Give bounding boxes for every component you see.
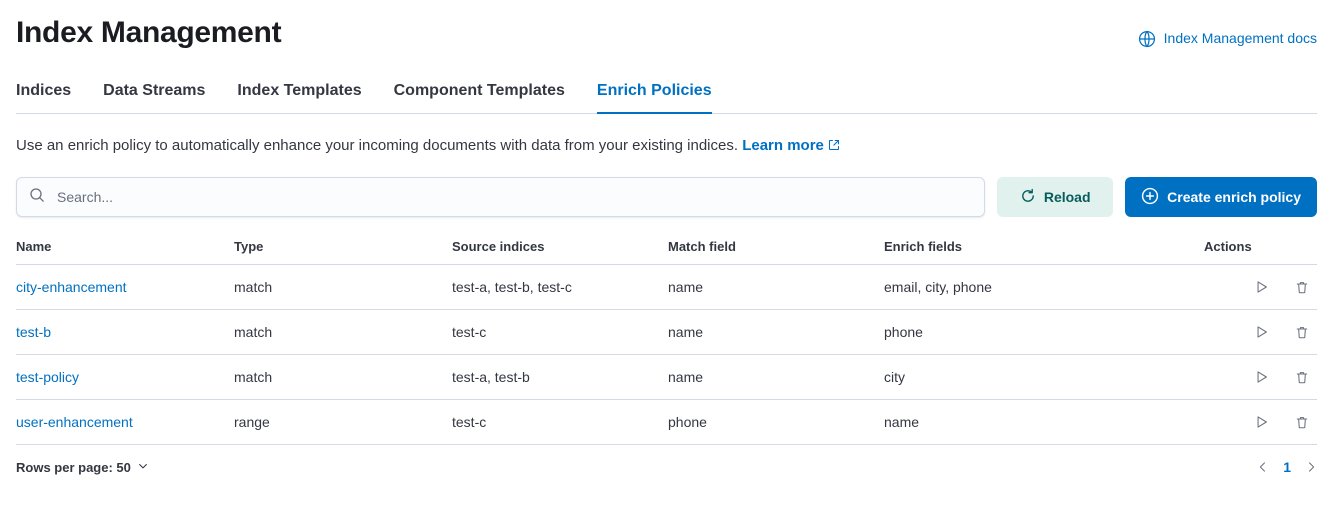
create-enrich-policy-label: Create enrich policy: [1167, 189, 1301, 205]
table-row: [16, 265, 1317, 310]
plus-circle-icon: [1141, 187, 1159, 208]
policy-name-cell: [16, 265, 234, 310]
column-header-actions: Actions: [1204, 239, 1317, 265]
column-header-match-field[interactable]: Match field: [668, 239, 884, 265]
refresh-icon: [1020, 188, 1036, 207]
enrich-policies-table: [16, 239, 1317, 445]
play-icon[interactable]: [1253, 413, 1271, 431]
policy-match-field-cell: phone: [668, 400, 884, 445]
reload-label: Reload: [1043, 189, 1091, 205]
create-enrich-policy-button[interactable]: [1125, 177, 1317, 217]
chevron-left-icon[interactable]: [1257, 461, 1269, 473]
policy-type-cell: match: [234, 310, 452, 355]
policy-enrich-fields-cell: name: [884, 400, 1204, 445]
trash-icon[interactable]: [1293, 413, 1311, 431]
play-icon[interactable]: [1253, 323, 1271, 341]
policy-source-indices-cell: test-a, test-b, test-c: [452, 265, 668, 310]
tab-component-templates[interactable]: Component Templates: [393, 82, 565, 99]
policy-source-indices-cell: test-a, test-b: [452, 355, 668, 400]
tab-enrich-policies[interactable]: Enrich Policies: [597, 81, 712, 113]
documentation-icon: [1138, 30, 1156, 48]
policy-link[interactable]: test-policy: [16, 369, 80, 385]
policy-name-cell: [16, 355, 234, 400]
table-footer: [16, 459, 1317, 475]
search-input[interactable]: [55, 178, 972, 216]
tab-index-templates[interactable]: Index Templates: [237, 82, 362, 99]
table-header-row: [16, 239, 1317, 265]
column-header-name[interactable]: Name: [16, 239, 234, 265]
column-header-enrich-fields[interactable]: Enrich fields: [884, 239, 1204, 265]
table-row: [16, 310, 1317, 355]
table-row: [16, 400, 1317, 445]
policy-enrich-fields-cell: city: [884, 355, 1204, 400]
search-box[interactable]: [16, 177, 985, 217]
policy-match-field-cell: name: [668, 310, 884, 355]
policy-match-field-cell: name: [668, 355, 884, 400]
trash-icon[interactable]: [1293, 278, 1311, 296]
trash-icon[interactable]: [1293, 323, 1311, 341]
index-management-docs-link[interactable]: [1138, 28, 1317, 49]
policy-type-cell: range: [234, 400, 452, 445]
rows-per-page-label: Rows per page: 50: [16, 459, 131, 475]
policy-type-cell: match: [234, 265, 452, 310]
description-text: Use an enrich policy to automatically enhance your incoming documents with data from your existing indices.: [16, 137, 739, 154]
external-link-icon: [828, 135, 840, 159]
page-description: [16, 134, 1317, 159]
chevron-right-icon[interactable]: [1305, 461, 1317, 473]
policy-link[interactable]: user-enhancement: [16, 414, 133, 430]
reload-button[interactable]: [997, 177, 1113, 217]
page-number-1[interactable]: 1: [1283, 459, 1291, 475]
policy-link[interactable]: city-enhancement: [16, 279, 127, 295]
policy-type-cell: match: [234, 355, 452, 400]
policy-match-field-cell: name: [668, 265, 884, 310]
page-header: [16, 0, 1317, 52]
table-toolbar: [16, 177, 1317, 217]
page-title: Index Management: [16, 16, 282, 49]
policy-actions-cell: [1204, 310, 1317, 355]
learn-more-label: Learn more: [742, 137, 824, 154]
main-tabs: [16, 74, 1317, 114]
policy-source-indices-cell: test-c: [452, 400, 668, 445]
policy-name-cell: [16, 310, 234, 355]
policy-enrich-fields-cell: phone: [884, 310, 1204, 355]
policy-actions-cell: [1204, 400, 1317, 445]
tab-data-streams[interactable]: Data Streams: [103, 82, 206, 99]
search-icon: [29, 187, 45, 208]
policy-source-indices-cell: test-c: [452, 310, 668, 355]
column-header-type[interactable]: Type: [234, 239, 452, 265]
learn-more-link[interactable]: [742, 137, 840, 154]
policy-name-cell: [16, 400, 234, 445]
policy-enrich-fields-cell: email, city, phone: [884, 265, 1204, 310]
docs-link-label: Index Management docs: [1163, 30, 1317, 46]
tab-indices[interactable]: Indices: [16, 82, 72, 99]
policy-actions-cell: [1204, 355, 1317, 400]
rows-per-page-selector[interactable]: [16, 460, 149, 475]
play-icon[interactable]: [1253, 278, 1271, 296]
column-header-source-indices[interactable]: Source indices: [452, 239, 668, 265]
policy-link[interactable]: test-b: [16, 324, 52, 340]
policy-actions-cell: [1204, 265, 1317, 310]
pagination: [1257, 459, 1317, 475]
trash-icon[interactable]: [1293, 368, 1311, 386]
chevron-down-icon: [137, 460, 149, 475]
table-row: [16, 355, 1317, 400]
play-icon[interactable]: [1253, 368, 1271, 386]
